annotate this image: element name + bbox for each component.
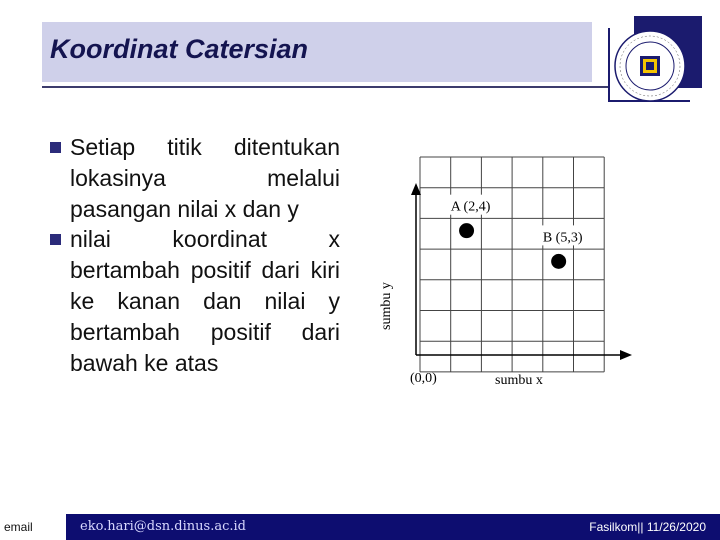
point-label: B (5,3) — [542, 230, 583, 246]
x-axis-label: sumbu x — [495, 373, 543, 388]
slide-title: Koordinat Catersian — [50, 34, 309, 64]
bullet-list — [50, 132, 340, 378]
coordinate-diagram — [370, 145, 670, 395]
footer-email-label: email — [0, 514, 58, 540]
title-divider — [42, 86, 608, 88]
grid-lines — [420, 157, 604, 372]
footer-date: Fasilkom|| 11/26/2020 — [589, 520, 706, 534]
footer-email-address: eko.hari@dsn.dinus.ac.id — [80, 519, 246, 534]
y-axis-label: sumbu y — [379, 282, 394, 330]
bullet-item — [50, 224, 340, 378]
data-point — [551, 254, 566, 269]
data-point — [459, 223, 474, 238]
origin-label: (0,0) — [410, 371, 437, 386]
square-bullet-icon — [50, 142, 61, 153]
square-bullet-icon — [50, 234, 61, 245]
bullet-item — [50, 132, 340, 224]
point-label: A (2,4) — [450, 199, 491, 215]
x-axis-arrow — [620, 350, 632, 360]
university-seal-icon — [614, 30, 686, 102]
data-points — [439, 195, 594, 269]
bullet-text: Setiap titik ditentukan lokasinya melalui pasangan nilai x dan y — [70, 134, 340, 222]
bullet-text: nilai koordinat x bertambah positif dari kiri ke kanan dan nilai y bertambah positif dari bawah ke atas — [70, 226, 340, 376]
